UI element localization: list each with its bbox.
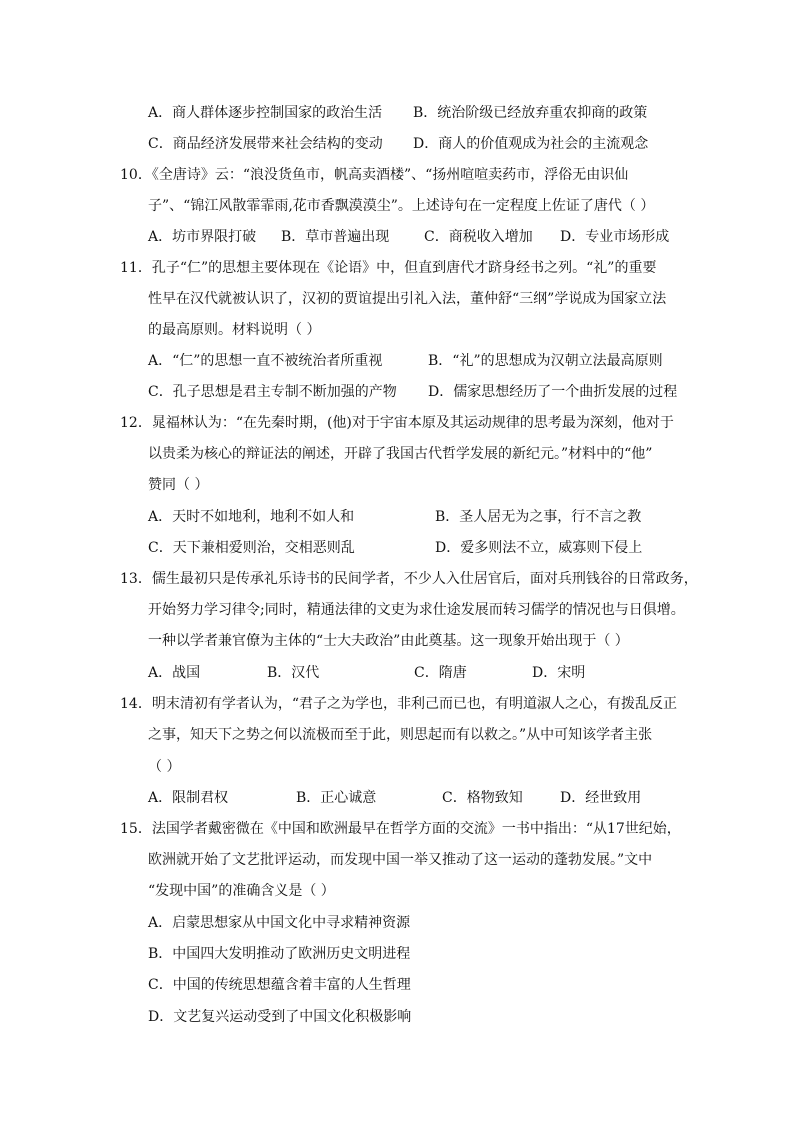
q10-stem-line1: 10．《全唐诗》云：“浪没货鱼市，帆高卖酒楼”、“扬州喧喧卖药市，浮俗无由识仙 (120, 167, 629, 183)
q11-stem-line1: 11．孔子“仁”的思想主要体现在《论语》中，但直到唐代才跻身经书之列。“礼”的重要 (120, 260, 657, 276)
q13-stem-line2: 开始努力学习律令;同时，精通法律的文吏为求仕途发展而转习儒学的情况也与日俱增。 (148, 602, 685, 618)
q12-option-c: C．天下兼相爱则治，交相恶则乱 (148, 540, 355, 556)
q12-stem-line3: 赞同（ ） (148, 477, 209, 493)
q14-stem-line3: （ ） (148, 759, 181, 775)
q11-stem-line2: 性早在汉代就被认识了，汉初的贾谊提出引礼入法，董仲舒“三纲”学说成为国家立法 (148, 291, 667, 307)
q9-option-c: C．商品经济发展带来社会结构的变动 (148, 136, 383, 152)
q14-option-d: D．经世致用 (560, 790, 642, 806)
q12-option-b: B．圣人居无为之事，行不言之教 (435, 509, 642, 525)
q12-option-a: A．天时不如地利，地利不如人和 (148, 509, 355, 525)
q12-stem-line1: 12．晁福林认为：“在先秦时期，(他)对于宇宙本原及其运动规律的思考最为深刻，他对于 (120, 415, 674, 431)
q9-option-d: D．商人的价值观成为社会的主流观念 (413, 136, 649, 152)
q13-stem-line1: 13．儒生最初只是传承礼乐诗书的民间学者，不少人入仕居官后，面对兵刑钱谷的日常政务， (120, 571, 698, 587)
q15-option-c: C．中国的传统思想蕴含着丰富的人生哲理 (148, 977, 411, 993)
q15-option-a: A．启蒙思想家从中国文化中寻求精神资源 (148, 915, 411, 931)
q11-option-a: A．“仁”的思想一直不被统治者所重视 (148, 353, 383, 369)
q15-stem-line1: 15．法国学者戴密微在《中国和欧洲最早在哲学方面的交流》一书中指出：“从17世纪始， (120, 821, 681, 837)
q13-option-a: A．战国 (148, 665, 201, 681)
q13-option-b: B．汉代 (267, 665, 320, 681)
q10-option-b: B．草市普遍出现 (281, 229, 390, 245)
q15-option-d: D．文艺复兴运动受到了中国文化积极影响 (148, 1009, 412, 1025)
q14-stem-line2: 之事，知天下之势之何以流极而至于此，则思起而有以救之。”从中可知该学者主张 (148, 727, 653, 743)
q13-option-d: D．宋明 (532, 665, 586, 681)
q12-stem-line2: 以贵柔为核心的辩证法的阐述，开辟了我国古代哲学发展的新纪元。”材料中的“他” (148, 446, 653, 462)
q11-stem-line3: 的最高原则。材料说明（ ） (148, 322, 321, 338)
q12-option-d: D．爱多则法不立，威寡则下侵上 (435, 540, 643, 556)
q15-stem-line3: “发现中国”的准确含义是（ ） (148, 883, 335, 899)
q14-option-c: C．格物致知 (442, 790, 523, 806)
q9-option-b: B．统治阶级已经放弃重农抑商的政策 (413, 105, 648, 121)
q11-option-b: B．“礼”的思想成为汉朝立法最高原则 (428, 353, 663, 369)
q14-option-a: A．限制君权 (148, 790, 229, 806)
q9-option-a: A．商人群体逐步控制国家的政治生活 (148, 105, 383, 121)
q14-stem-line1: 14．明末清初有学者认为，“君子之为学也，非利己而已也，有明道淑人之心，有拨乱反正 (120, 696, 677, 712)
q15-stem-line2: 欧洲就开始了文艺批评运动，而发现中国一举又推动了这一运动的蓬勃发展。”文中 (148, 852, 653, 868)
q10-option-a: A．坊市界限打破 (148, 229, 257, 245)
q11-option-c: C．孔子思想是君主专制不断加强的产物 (148, 384, 397, 400)
q11-option-d: D．儒家思想经历了一个曲折发展的过程 (428, 384, 678, 400)
q13-stem-line3: 一种以学者兼官僚为主体的“士大夫政治”由此奠基。这一现象开始出现于（ ） (148, 633, 629, 649)
q10-stem-line2: 子”、“锦江风散霏霏雨,花市香飘漠漠尘”。上述诗句在一定程度上佐证了唐代（ ） (148, 198, 655, 214)
q10-option-d: D．专业市场形成 (560, 229, 670, 245)
q15-option-b: B．中国四大发明推动了欧洲历史文明进程 (148, 946, 411, 962)
q14-option-b: B．正心诚意 (296, 790, 377, 806)
q10-option-c: C．商税收入增加 (424, 229, 533, 245)
q13-option-c: C．隋唐 (414, 665, 467, 681)
